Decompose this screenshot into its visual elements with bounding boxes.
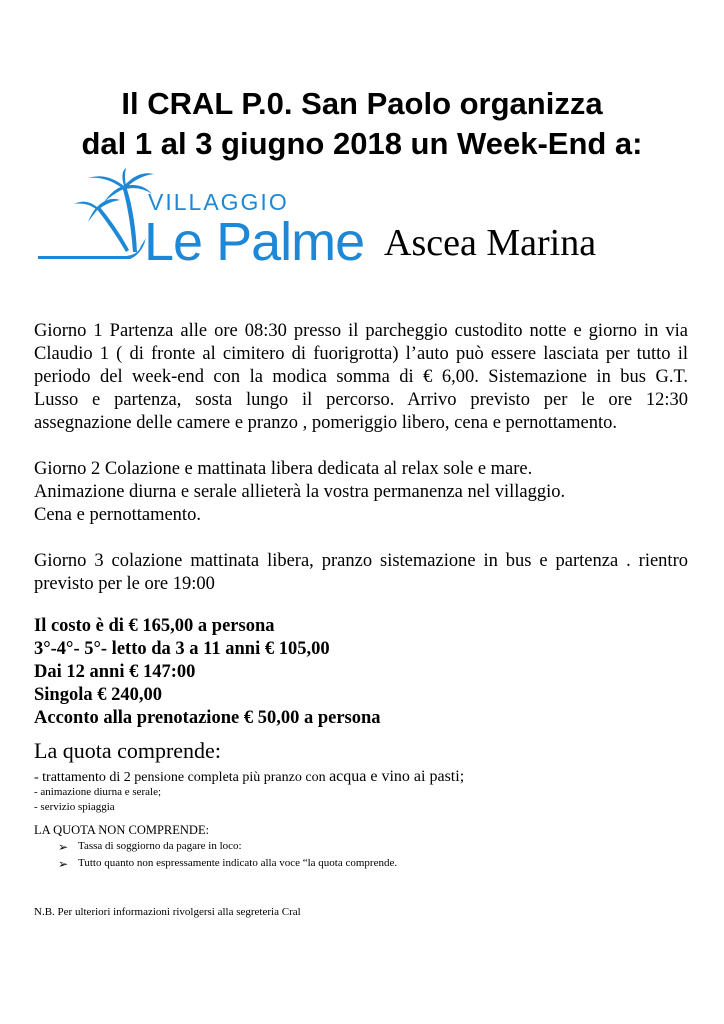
giorno1-line-2: Claudio 1 ( di fronte al cimitero di fuorigrotta) l’auto può essere lasciata per tutto il (34, 344, 688, 364)
quota-comprende-item: - servizio spiaggia (34, 801, 115, 813)
giorno2-line-2: Animazione diurna e serale allieterà la vostra permanenza nel villaggio. (34, 482, 566, 502)
price-line: Il costo è di € 165,00 a persona (34, 616, 275, 636)
giorno1-line-1: Giorno 1 Partenza alle ore 08:30 presso il parcheggio custodito notte e giorno in via (34, 321, 688, 341)
non-comprende-item: Tassa di soggiorno da pagare in loco: (78, 840, 242, 852)
price-line: 3°-4°- 5°- letto da 3 a 11 anni € 105,00 (34, 639, 330, 659)
location-title: Ascea Marina (384, 222, 597, 264)
quota-comprende-item: - trattamento di 2 pensione completa più pranzo con acqua e vino ai pasti; (34, 768, 465, 785)
title-line-2: dal 1 al 3 giugno 2018 un Week-End a: (81, 126, 643, 161)
arrow-bullet-icon: ➢ (58, 840, 69, 854)
giorno1-line-5: assegnazione delle camere e pranzo , pomeriggio libero, cena e pernottamento. (34, 413, 618, 433)
quota-non-comprende-heading: LA QUOTA NON COMPRENDE: (34, 823, 210, 837)
non-comprende-item: Tutto quanto non espressamente indicato alla voce “la quota comprende. (78, 857, 398, 869)
giorno3-line-1: Giorno 3 colazione mattinata libera, pranzo sistemazione in bus e partenza . rientro (34, 551, 688, 571)
palm-tree-icon (38, 168, 154, 259)
giorno2-line-1: Giorno 2 Colazione e mattinata libera dedicata al relax sole e mare. (34, 459, 533, 479)
giorno2-line-3: Cena e pernottamento. (34, 505, 201, 525)
price-line: Dai 12 anni € 147:00 (34, 662, 196, 682)
quota-comprende-heading: La quota comprende: (34, 738, 221, 763)
price-line: Singola € 240,00 (34, 685, 162, 705)
title-line-1: Il CRAL P.0. San Paolo organizza (121, 86, 603, 121)
le-palme-text: Le Palme (144, 212, 365, 268)
giorno1-line-4: Lusso e partenza, sosta lungo il percorso. Arrivo previsto per le ore 12:30 (34, 390, 688, 410)
giorno3-line-2: previsto per le ore 19:00 (34, 574, 215, 594)
villaggio-text: VILLAGGIO (148, 189, 289, 215)
price-line: Acconto alla prenotazione € 50,00 a persona (34, 708, 381, 728)
quota-comprende-item: - animazione diurna e serale; (34, 786, 162, 798)
arrow-bullet-icon: ➢ (58, 857, 69, 871)
giorno1-line-3: periodo del week-end con la modica somma di € 6,00. Sistemazione in bus G.T. (34, 367, 688, 387)
le-palme-logo (34, 168, 386, 268)
footer-note: N.B. Per ulteriori informazioni rivolgersi alla segreteria Cral (34, 906, 301, 918)
